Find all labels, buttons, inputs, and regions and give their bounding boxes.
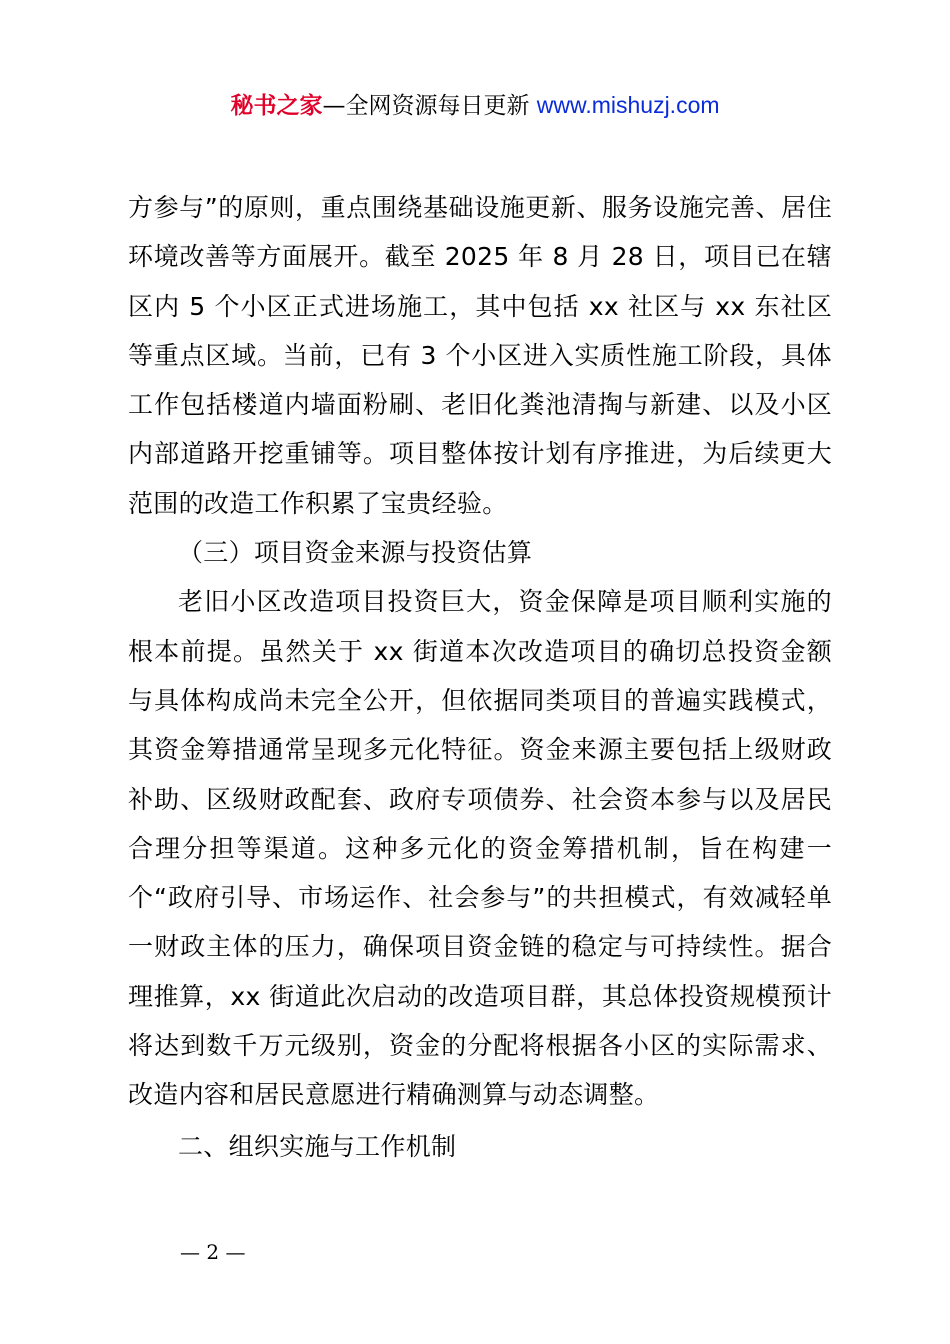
section-heading-funding: （三）项目资金来源与投资估算 — [178, 538, 533, 568]
document-body — [128, 183, 832, 1171]
paragraph-funding: 老旧小区改造项目投资巨大，资金保障是项目顺利实施的根本前提。虽然关于 xx 街道本次改造项目的确切总投资金额与具体构成尚未完全公开，但依据同类项目的普遍实践模式，其资金筹措通常呈现多元化特征。资金来源主要包括上级财政补助、区级财政配套、政府专项债券、社会资本参与以及居民合理分担等渠道。这种多元化的资金筹措机制，旨在构建一个“政府引导、市场运作、社会参与”的共担模式，有效减轻单一财政主体的压力，确保项目资金链的稳定与可持续性。据合理推算，xx 街道此次启动的改造项目群，其总体投资规模预计将达到数千万元级别，资金的分配将根据各小区的实际需求、改造内容和居民意愿进行精确测算与动态调整。 — [128, 587, 832, 1110]
site-url-link[interactable]: www.mishuzj.com — [536, 92, 720, 118]
site-brand: 秘书之家 — [230, 93, 323, 119]
site-header — [0, 88, 950, 123]
paragraph-continuation: 方参与”的原则，重点围绕基础设施更新、服务设施完善、居住环境改善等方面展开。截至 2025 年 8 月 28 日，项目已在辖区内 5 个小区正式进场施工，其中包括 xx 社区与 xx 东社区等重点区域。当前，已有 3 个小区进入实质性施工阶段，具体工作包括楼道内墙面粉刷、老旧化粪池清掏与新建、以及小区内部道路开挖重铺等。项目整体按计划有序推进，为后续更大范围的改造工作积累了宝贵经验。 — [128, 193, 832, 518]
site-tagline: —全网资源每日更新 — [322, 93, 537, 119]
page-number: — 2 — — [180, 1240, 246, 1264]
section-heading-organization: 二、组织实施与工作机制 — [178, 1131, 457, 1161]
